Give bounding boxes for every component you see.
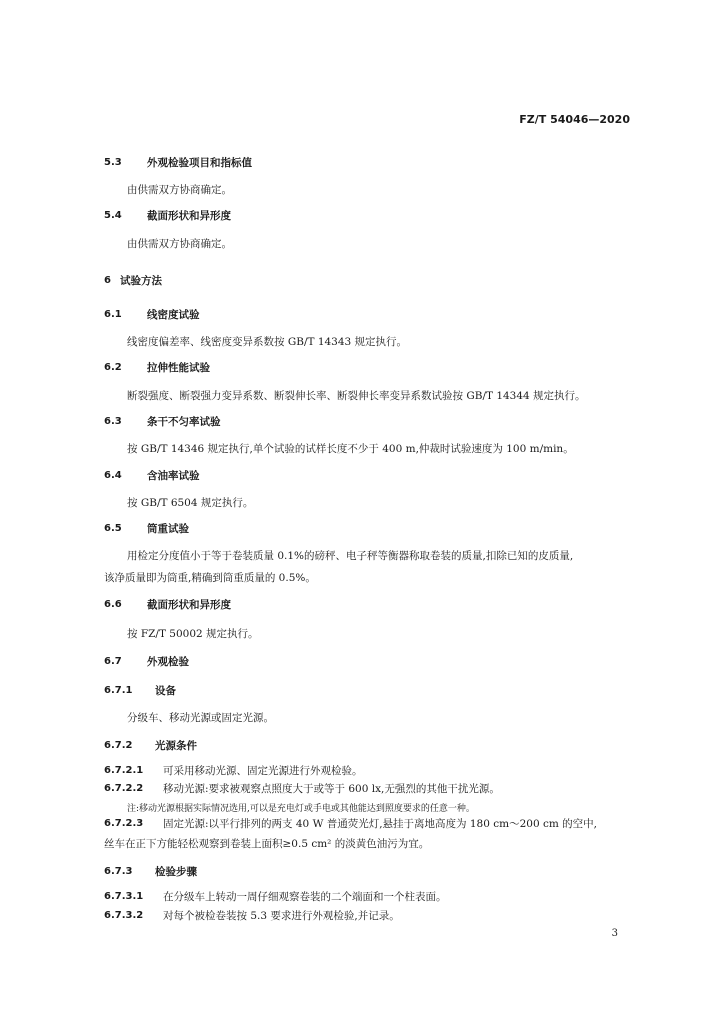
paragraph-line: 丝车在正下方能轻松观察到卷装上面积≥0.5 cm² 的淡黄色油污为宜。 [104, 838, 430, 850]
section-number: 6.7 [104, 656, 122, 667]
section-title: 外观检验项目和指标值 [147, 157, 252, 169]
section-number: 6.7.3 [104, 866, 133, 877]
section-title: 外观检验 [147, 656, 189, 668]
section-number: 6.4 [104, 470, 122, 481]
paragraph: 对每个被检卷装按 5.3 要求进行外观检验,并记录。 [163, 910, 400, 922]
section-number: 6.2 [104, 362, 122, 373]
paragraph: 由供需双方协商确定。 [127, 184, 232, 196]
section-title: 截面形状和异形度 [147, 210, 231, 222]
paragraph: 断裂强度、断裂强力变异系数、断裂伸长率、断裂伸长率变异系数试验按 GB/T 14344 规定执行。 [127, 390, 586, 402]
section-number: 6.6 [104, 599, 122, 610]
paragraph: 分级车、移动光源或固定光源。 [127, 712, 274, 724]
section-title: 截面形状和异形度 [147, 599, 231, 611]
section-title: 光源条件 [155, 740, 197, 752]
paragraph-line: 用检定分度值小于等于卷装质量 0.1%的磅秤、电子秤等衡器称取卷装的质量,扣除已知的皮质量, [127, 550, 574, 562]
section-title: 设备 [155, 685, 176, 697]
paragraph-line: 固定光源:以平行排列的两支 40 W 普通荧光灯,悬挂于离地高度为 180 cm～200 cm 的空中, [163, 818, 597, 830]
note: 注:移动光源根据实际情况选用,可以是充电灯或手电或其他能达到照度要求的任意一种。 [127, 804, 475, 814]
section-number: 5.3 [104, 157, 122, 168]
section-title: 含油率试验 [147, 470, 200, 482]
clause-number: 6.7.2.2 [104, 783, 144, 794]
standard-code: FZ/T 54046—2020 [519, 113, 630, 126]
section-title: 拉伸性能试验 [147, 362, 210, 374]
section-number: 6.3 [104, 416, 122, 427]
section-title: 条干不匀率试验 [147, 416, 221, 428]
paragraph: 可采用移动光源、固定光源进行外观检验。 [163, 765, 363, 777]
paragraph: 线密度偏差率、线密度变异系数按 GB/T 14343 规定执行。 [127, 336, 408, 348]
paragraph-line: 该净质量即为筒重,精确到筒重质量的 0.5%。 [104, 572, 316, 584]
paragraph: 按 GB/T 6504 规定执行。 [127, 497, 254, 509]
clause-number: 6.7.3.1 [104, 891, 144, 902]
section-number: 6.7.2 [104, 740, 133, 751]
paragraph: 按 FZ/T 50002 规定执行。 [127, 628, 259, 640]
section-number: 6.1 [104, 309, 122, 320]
section-number: 6.7.1 [104, 685, 133, 696]
clause-number: 6.7.3.2 [104, 910, 144, 921]
section-title: 筒重试验 [147, 523, 189, 535]
section-number: 5.4 [104, 210, 122, 221]
page-number: 3 [611, 928, 618, 939]
paragraph: 在分级车上转动一周仔细观察卷装的二个端面和一个柱表面。 [163, 891, 447, 903]
clause-number: 6.7.2.1 [104, 765, 144, 776]
section-title: 试验方法 [120, 275, 162, 287]
section-number: 6 [104, 275, 111, 286]
section-title: 线密度试验 [147, 309, 200, 321]
paragraph: 按 GB/T 14346 规定执行,单个试验的试样长度不少于 400 m,仲裁时试验速度为 100 m/min。 [127, 443, 574, 455]
section-number: 6.5 [104, 523, 122, 534]
paragraph: 由供需双方协商确定。 [127, 238, 232, 250]
section-title: 检验步骤 [155, 866, 197, 878]
clause-number: 6.7.2.3 [104, 818, 144, 829]
paragraph: 移动光源:要求被观察点照度大于或等于 600 lx,无强烈的其他干扰光源。 [163, 783, 500, 795]
